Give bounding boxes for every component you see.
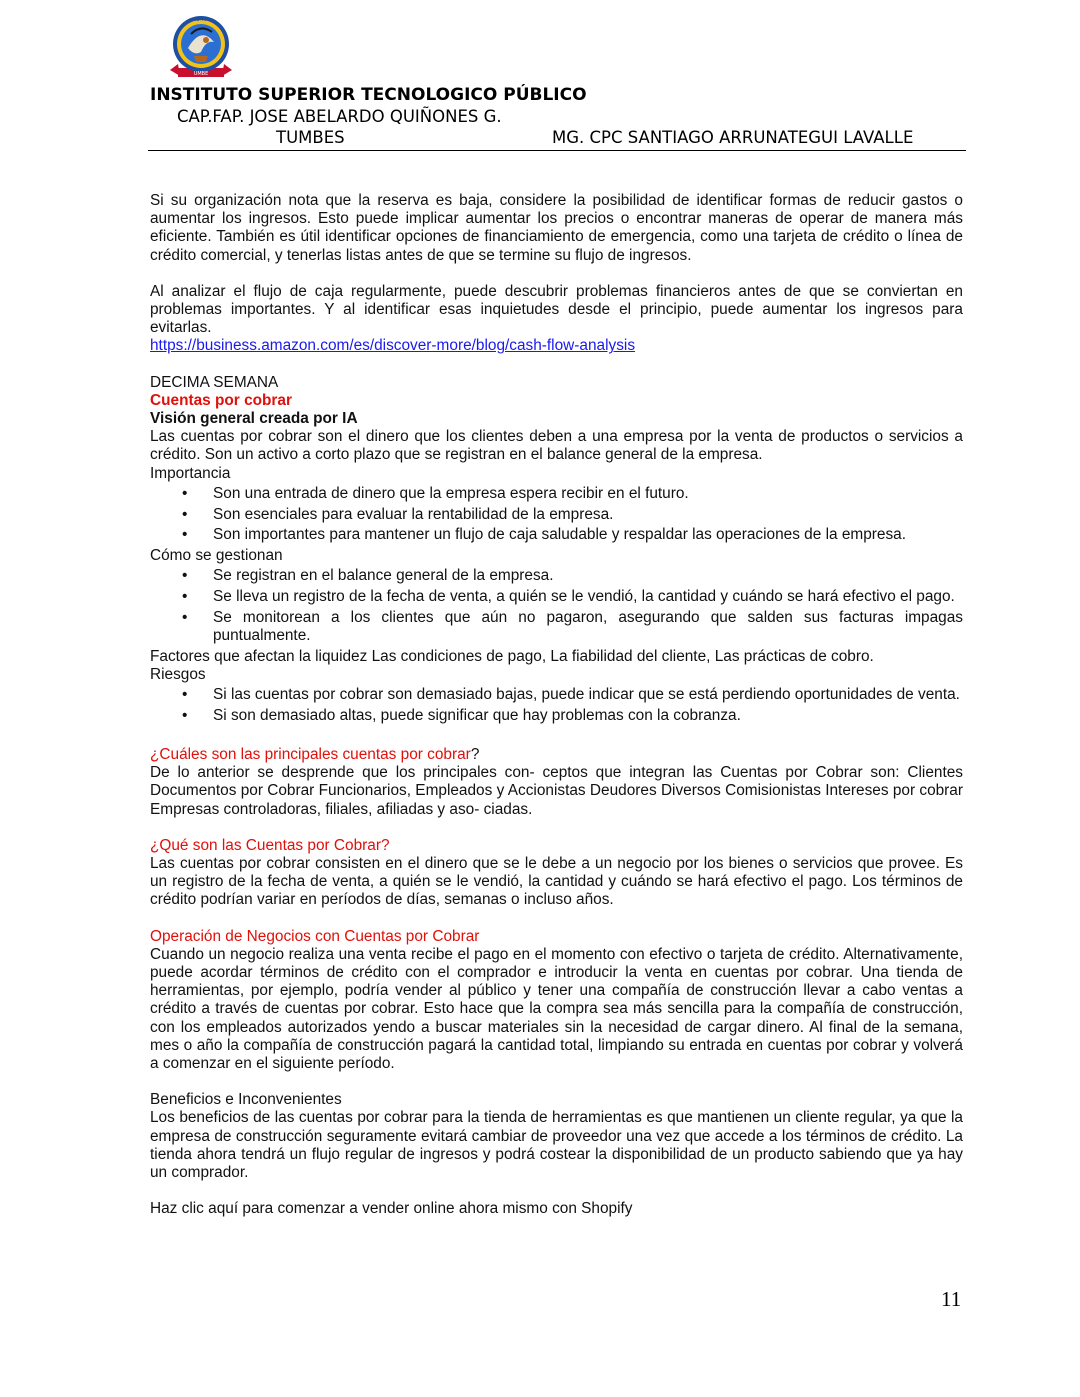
section-title: Cuentas por cobrar	[150, 391, 292, 409]
list-item: • Se monitorean a los clientes que aún no pagaron, asegurando que salden sus facturas impagas puntualmente.	[182, 609, 963, 645]
list-item: • Se registran en el balance general de la empresa.	[182, 567, 554, 585]
section-heading: Operación de Negocios con Cuentas por Cobrar	[150, 927, 480, 945]
manage-label: Cómo se gestionan	[150, 547, 283, 565]
question-heading: ¿Cuáles son las principales cuentas por cobrar?	[150, 746, 480, 764]
list-item: • Son esenciales para evaluar la rentabilidad de la empresa.	[182, 505, 614, 523]
risks-list	[150, 686, 963, 725]
header-city: TUMBES	[276, 128, 345, 147]
header-author: MG. CPC SANTIAGO ARRUNATEGUI LAVALLE	[552, 128, 914, 147]
section-text: Cuando un negocio realiza una venta recibe el pago en el momento con efectivo o tarjeta de crédito. Alternativamente, puede acordar términos de crédito con el comprador e introducir la venta en cuentas por cobrar. Una tienda de herramientas, por ejemplo, podría vender al público y tener una compañía de construcción llevar a cabo ventas a crédito a través de cuentas por cobrar. Esto hace que la compra sea más sencilla para la compañía de construcción, con los empleados autorizados yendo a buscar materiales sin la necesidad de cargar dinero. Al final de la semana, mes o año la compañía de construcción pagará la cantidad total, limpiando su entrada en cuentas por cobrar y volverá a comenzar en el siguiente período.	[150, 945, 963, 1073]
question-answer: Las cuentas por cobrar consisten en el dinero que se le debe a un negocio por los bienes o servicios que provee. Es un registro de la fecha de venta, a quién se le vendió, la cantidad y cuándo se hará efectivo el pago. Los términos de crédito podrían variar en períodos de días, semanas o incluso años.	[150, 855, 963, 909]
question-heading: ¿Qué son las Cuentas por Cobrar?	[150, 836, 390, 854]
paragraph: Al analizar el flujo de caja regularmente, puede descubrir problemas financieros antes de que se conviertan en problemas importantes. Y al identificar esas inquietudes desde el principio, puede aumentar los ingresos para evitarlas.	[150, 282, 963, 337]
overview-text: Las cuentas por cobrar son el dinero que los clientes deben a una empresa por la venta de productos o servicios a crédito. Son un activo a corto plazo que se registran en el balance general de la empresa.	[150, 428, 963, 464]
page-body	[150, 192, 963, 1219]
manage-list	[150, 567, 963, 645]
benefits-text: Los beneficios de las cuentas por cobrar para la tienda de herramientas es que mantienen un cliente regular, ya que la empresa de construcción seguramente evitará cambiar de proveedor una vez que accede a los términos de crédito. La tienda ahora tendrá un flujo regular de ingresos y podrá costear la disponibilidad de un producto sabiendo que ya hay un comprador.	[150, 1109, 963, 1182]
week-heading: DECIMA SEMANA	[150, 373, 279, 391]
risks-label: Riesgos	[150, 666, 206, 684]
benefits-heading: Beneficios e Inconvenientes	[150, 1091, 342, 1109]
institution-subtitle: CAP.FAP. JOSE ABELARDO QUIÑONES G.	[177, 107, 502, 126]
list-item: • Si son demasiado altas, puede significar que hay problemas con la cobranza.	[182, 707, 741, 725]
call-to-action: Haz clic aquí para comenzar a vender online ahora mismo con Shopify	[150, 1200, 633, 1218]
overview-label: Visión general creada por IA	[150, 410, 358, 428]
list-item: • Se lleva un registro de la fecha de venta, a quién se le vendió, la cantidad y cuándo se hará efectivo el pago.	[182, 588, 955, 606]
source-link[interactable]: https://business.amazon.com/es/discover-more/blog/cash-flow-analysis	[150, 337, 636, 355]
question-answer: De lo anterior se desprende que los principales con- ceptos que integran las Cuentas por Cobrar son: Clientes Documentos por Cobrar Funcionarios, Empleados y Accionistas Deudores Diversos Comisionistas Intereses por cobrar Empresas controladoras, filiales, afiliadas y aso- ciadas.	[150, 764, 963, 818]
list-item: • Son importantes para mantener un flujo de caja saludable y respaldar las operaciones de la empresa.	[182, 526, 906, 544]
list-item: • Si las cuentas por cobrar son demasiado bajas, puede indicar que se está perdiendo oportunidades de venta.	[182, 686, 960, 704]
paragraph: Si su organización nota que la reserva es baja, considere la posibilidad de identificar formas de reducir gastos o aumentar los ingresos. Esto puede implicar aumentar los precios o encontrar maneras de operar de manera más eficiente. También es útil identificar opciones de financiamiento de emergencia, como una tarjeta de crédito o línea de crédito comercial, y tenerlas listas antes de que se termine su flujo de ingresos.	[150, 192, 963, 264]
list-item: • Son una entrada de dinero que la empresa espera recibir en el futuro.	[182, 484, 689, 502]
svg-text:I.S.T.P.: I.S.T.P.	[193, 17, 209, 23]
svg-text:UMBE: UMBE	[193, 71, 209, 77]
institution-name: INSTITUTO SUPERIOR TECNOLOGICO PÚBLICO	[150, 85, 587, 105]
importance-list	[150, 485, 963, 545]
factors-text: Factores que afectan la liquidez Las condiciones de pago, La fiabilidad del cliente, Las prácticas de cobro.	[150, 648, 874, 666]
header-divider	[148, 150, 966, 151]
page-number: 11	[941, 1287, 962, 1311]
importance-label: Importancia	[150, 464, 231, 482]
institution-logo	[168, 12, 234, 82]
